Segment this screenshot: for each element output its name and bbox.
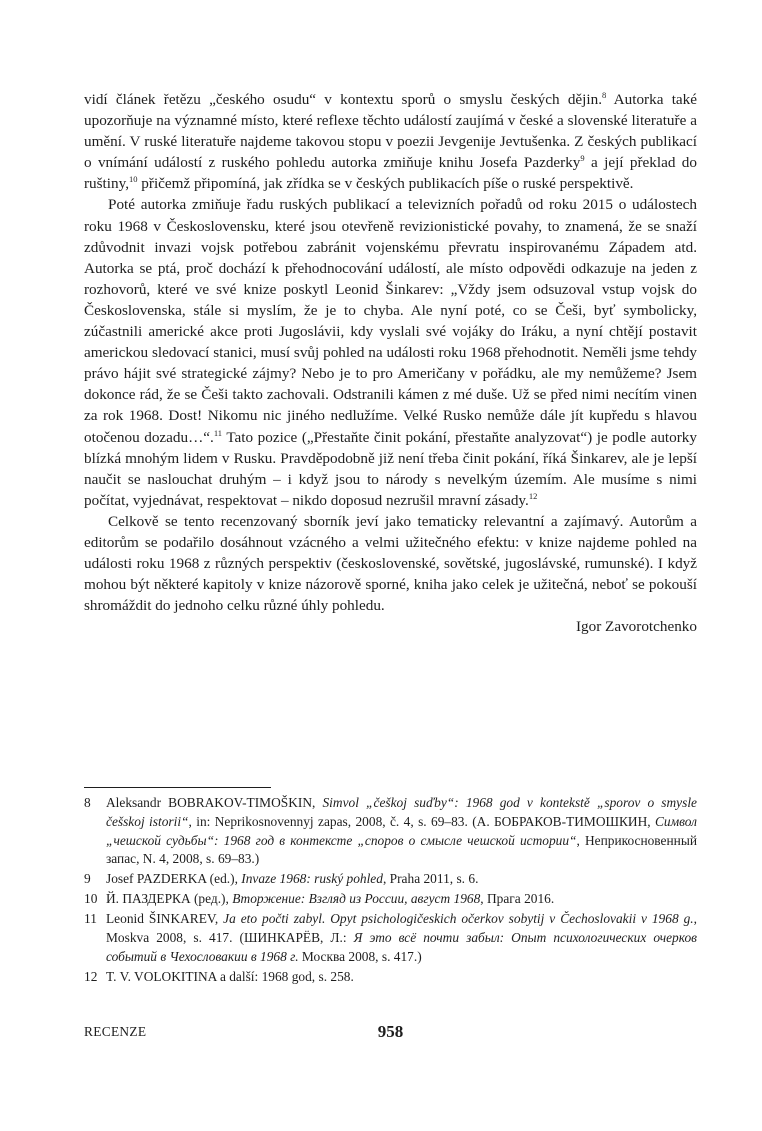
footnote-number: 10 [84, 891, 98, 907]
section-name: RECENZE [84, 1024, 147, 1039]
italic-title: Вторжение: Взгляд из России, август 1968 [232, 891, 481, 907]
text-run: , Praha 2011, s. 6. [382, 871, 479, 887]
footnote-text [106, 870, 697, 889]
footnote-number: 8 [84, 795, 91, 810]
text-run: T. V. VOLOKITINA a další: 1968 god, s. 258. [106, 968, 354, 984]
text-run: Poté autorka zmiňuje řadu ruských publikací a televizních pořadů od roku 2015 o událostech roku 1968 v Československu, které jsou otevřeně revizionistické povahy, to znamená, že se snaží zdůvodnit invazi vojsk potřebou zabránit vojenskému převratu inspirovanému Západem atd. Autorka se ptá, proč dochází k přehodnocování událostí, ale místo odpovědi odkazuje na jeden z rozhovorů, které ve své knize poskytl Leonid Šinkarev: „Vždy jsem odsuzoval vstup vojsk do Československa, stále si myslím, že je to chyba. Ale nyní poté, co se Češi, byť symbolicky, zúčastnili americké akce proti Jugoslávii, kdy vyslali své vojáky do Iráku, a nyní chtějí postavit americkou sledovací stanici, musí svůj pohled na události roku 1968 přehodnotit. Neměli jsme tehdy právo hájit své strategické zájmy? Nebo je to pro Američany v pořádku, ale my nemůžeme? Jsem dokonce rád, že se Češi takto zachovali. Odstranili kámen z mé duše. Už se před nimi necítím vinen za rok 1968. Dost! Nikomu nic jiného nedlužíme. Velké Rusko nemůže dále jít kupředu s hlavou otočenou dozadu…“. [84, 196, 697, 446]
text-run: Josef PAZDERKA (ed.), [106, 871, 242, 887]
text-run: , Прага 2016. [480, 891, 555, 907]
text-run: a její překlad do ruštiny, [84, 154, 697, 193]
text-run: Autorka také upozorňuje na významné místo, které reflexe těchto událostí zaujímá v české a slovenské literatuře a umění. V ruské literatuře najdeme takovou stopu v poezii Jevgenije Jevtušenka. Z českých publikací o vnímání událostí z ruského pohledu autorka zmiňuje knihu Josefa Pazderky [84, 91, 697, 172]
footnote-ref: 9 [580, 153, 585, 164]
text-run: , Moskva 2008, s. 417. (ШИНКАРЁВ, Л.: [106, 911, 697, 946]
italic-title: Символ „чешской судьбы“: 1968 год в контексте „споров о смысле чешской истории“ [106, 813, 698, 848]
main-text [84, 89, 697, 637]
footnote-text [106, 890, 697, 909]
italic-title: Я это всё почти забыл: Опыт психологических очерков событий в Чехословакии в 1968 г. [106, 930, 697, 964]
footnote-ref: 11 [213, 427, 223, 438]
footnote-12 [84, 968, 697, 987]
page-footer [84, 1024, 697, 1046]
footnote-text [106, 968, 697, 987]
italic-title: Ja eto počti zabyl. Opyt psichologičeskich očerkov sobytij v Čechoslovakii v 1968 g. [223, 911, 694, 927]
paragraph-1 [84, 89, 697, 194]
footnote-text [106, 794, 697, 869]
text-run: Й. ПАЗДЕРКА (ред.), [106, 891, 233, 907]
text-run: Aleksandr BOBRAKOV-TIMOŠKIN, [106, 795, 323, 810]
paragraph-2 [84, 194, 697, 510]
footnote-ref: 10 [129, 174, 138, 185]
text-run: Celkově se tento recenzovaný sborník jeví jako tematicky relevantní a zajímavý. Autorům a editorům se podařilo dosáhnout vzácného a velmi užitečného efektu: v knize najdeme pohled na události roku 1968 z různých perspektiv (československé, sovětské, jugoslávské, rumunské). I když mohou být některé kapitoly v knize názorově sporné, kniha jako celek je užitečná, neboť se pokouší shromáždit do jednoho celku různé úhly pohledu. [84, 512, 697, 615]
text-run: Leonid ŠINKAREV, [106, 911, 224, 927]
footnote-9 [84, 870, 697, 889]
italic-title: Simvol „češkoj suďby“: 1968 god v kontekstě „sporov o smysle češskoj istorii“ [106, 795, 698, 829]
footnotes [84, 794, 697, 988]
page-number: 958 [377, 1022, 404, 1041]
footnote-10 [84, 890, 697, 909]
text-run: , Неприкосновенный запас, N. 4, 2008, s. 69–83.) [106, 832, 697, 867]
text-run: vidí článek řetězu „českého osudu“ v kontextu sporů o smyslu českých dějin. [84, 91, 603, 108]
author-signature: Igor Zavorotchenko [575, 618, 697, 636]
text-run: , in: Neprikosnovennyj zapas, 2008, č. 4, s. 69–83. (А. БОБРАКОВ-ТИМОШКИН, [188, 813, 655, 829]
footnote-number: 12 [84, 968, 98, 984]
text-run: Москва 2008, s. 417.) [298, 948, 422, 964]
footnote-separator [84, 787, 271, 788]
paragraph-3 [84, 511, 697, 616]
text-run: přičemž připomíná, jak zřídka se v českých publikacích píše o ruské perspektivě. [137, 175, 634, 193]
italic-title: Invaze 1968: ruský pohled [241, 871, 383, 887]
footnote-ref: 12 [528, 490, 538, 501]
footnote-number: 11 [84, 911, 97, 927]
footnote-text [106, 910, 697, 966]
text-run: Tato pozice („Přestaňte činit pokání, přestaňte analyzovat“) je podle autorky blízká mnohým lidem v Rusku. Pravděpodobně již není třeba činit pokání, říká Šinkarev, ale je lepší naučit se naslouchat druhým – i když jsou to národy s nevelkým územím. Ale musíme s nimi počítat, vyjednávat, respektovat – nikdo doposud nezrušil mravní zásady. [84, 428, 697, 509]
footnote-8 [84, 794, 697, 869]
footnote-ref: 8 [602, 90, 607, 100]
footnote-number: 9 [84, 871, 91, 887]
footnote-11 [84, 910, 697, 966]
